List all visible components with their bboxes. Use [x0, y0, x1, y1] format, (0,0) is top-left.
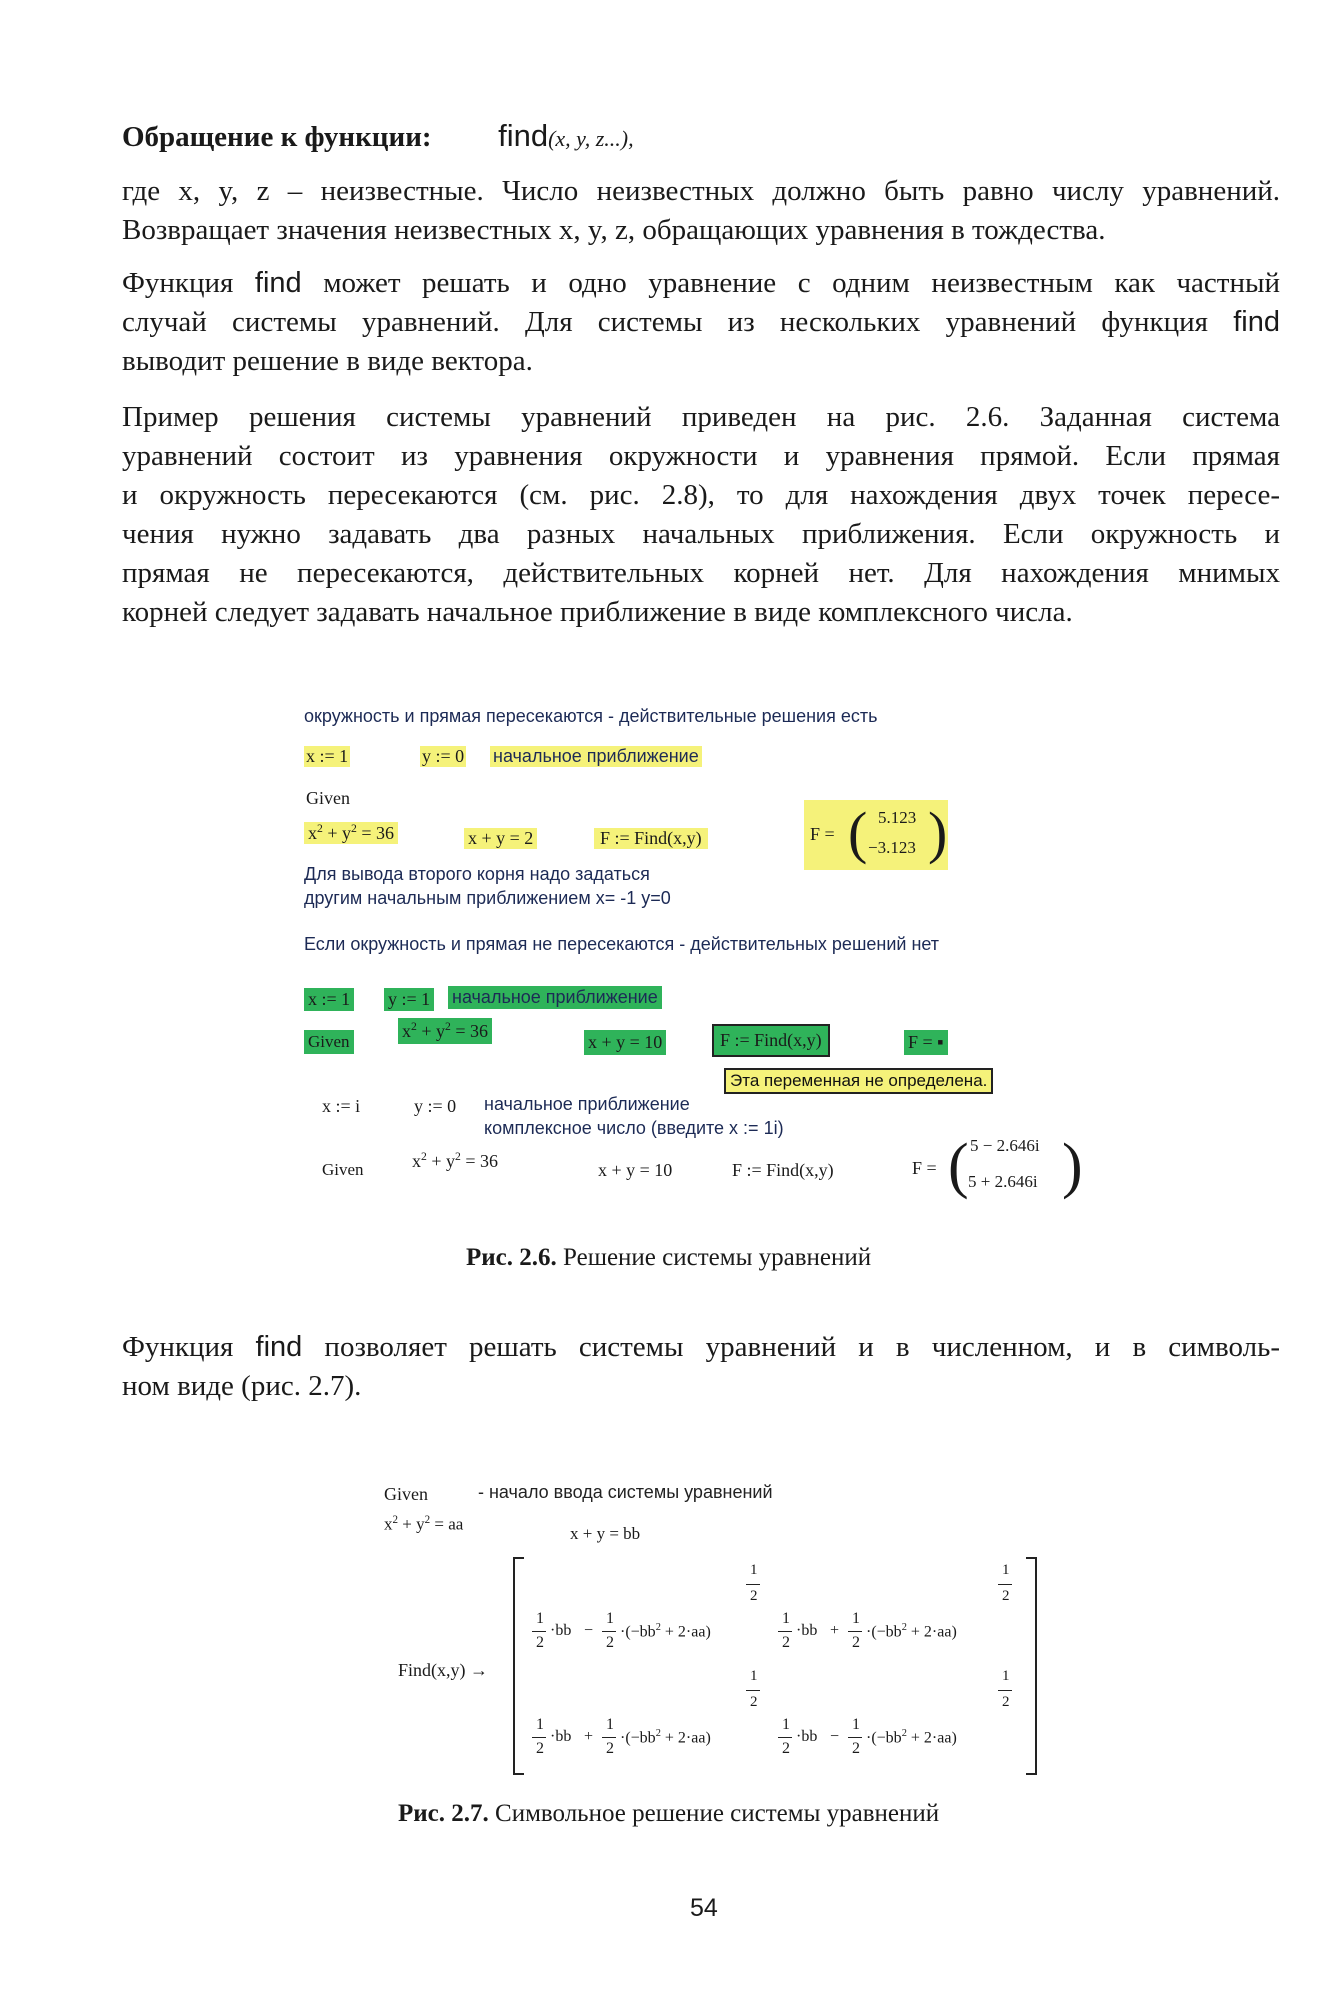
second-root-note-1: Для вывода второго корня надо задаться [304, 864, 650, 884]
sym-1: 1 [536, 1610, 544, 1627]
p2-line-3: выводит решение в виде вектора. [122, 345, 533, 377]
sym-1: 1 [750, 1562, 758, 1578]
figure-2-7-caption [398, 1800, 939, 1828]
eq-text: + y [416, 1021, 445, 1041]
f-value-2: −3.123 [868, 838, 916, 857]
find-keyword: find [255, 1331, 303, 1363]
y-initial-3: y := 0 [414, 1096, 457, 1116]
given-note: - начало ввода системы уравнений [478, 1482, 773, 1502]
exponent: 2 [351, 822, 357, 835]
x-initial: x := 1 [306, 746, 349, 766]
eq-text: ·(−bb [620, 1623, 656, 1641]
result-complex-block [912, 1128, 1083, 1204]
find-assignment: F := Find(x,y) [594, 828, 708, 849]
eq-text: + 2·aa) [906, 1623, 957, 1641]
exponent: 2 [655, 1728, 661, 1739]
bracket-right: ) [928, 800, 948, 865]
sym-bb: ·bb [796, 1728, 818, 1745]
frac-bar [532, 1737, 546, 1738]
paragraph-3 [122, 398, 1280, 632]
left-bracket [514, 1558, 524, 1774]
p3-line-5: прямая не пересекаются, действительных корней нет. Для нахождения мнимых [122, 557, 1280, 589]
sym-1: 1 [782, 1610, 790, 1627]
complex-note: комплексное число (введите x := 1i) [484, 1118, 784, 1138]
sym-2: 2 [536, 1740, 544, 1757]
call-args: (x, y, z...), [548, 126, 634, 151]
eq-text: ·(−bb [866, 1623, 902, 1641]
sym-inner [620, 1728, 711, 1747]
f-value-1: 5.123 [878, 808, 917, 827]
sym-plus: + [830, 1622, 840, 1639]
exponent: 2 [901, 1728, 907, 1739]
sym-1: 1 [852, 1716, 860, 1733]
frac-bar [532, 1631, 546, 1632]
p2-text: Функция [122, 267, 255, 299]
call-fn: find [498, 118, 549, 153]
caption-text: Решение системы уравнений [556, 1244, 872, 1271]
eq-text: + y [426, 1151, 455, 1171]
paragraph-2 [122, 264, 1280, 381]
p1-line-1: где x, y, z – неизвестные. Число неизвестных должно быть равно числу уравнений. [122, 175, 1280, 207]
sym-plus: + [584, 1728, 594, 1745]
find-assignment-3: F := Find(x,y) [732, 1160, 834, 1180]
x-initial-2: x := 1 [304, 988, 354, 1011]
initial-approx-label: начальное приближение [490, 746, 702, 767]
sym-1: 1 [852, 1610, 860, 1627]
circle-equation [304, 822, 398, 844]
f-undefined: F = ▪ [904, 1030, 948, 1055]
p4-line-1 [122, 1328, 1280, 1367]
equation-1 [384, 1514, 463, 1535]
comment-no-real-solutions: Если окружность и прямая не пересекаются - действительных решений нет [304, 934, 940, 954]
p2-text: может решать и одно уравнение с одним неизвестным как частный [301, 267, 1280, 299]
bracket-left: ( [948, 1132, 969, 1200]
eq-text: ·(−bb [620, 1729, 656, 1747]
sym-1: 1 [606, 1716, 614, 1733]
find-symbolic-label: Find(x,y) → [398, 1660, 488, 1680]
f-label-3: F = [912, 1158, 937, 1178]
given-keyword-f27: Given [384, 1484, 428, 1504]
y-initial: y := 0 [422, 746, 465, 766]
frac-bar [998, 1584, 1012, 1585]
frac-bar [778, 1631, 792, 1632]
exponent: 2 [655, 1622, 661, 1633]
sym-2: 2 [536, 1634, 544, 1651]
sym-2: 2 [1002, 1588, 1010, 1604]
right-bracket [1026, 1558, 1036, 1774]
second-root-note-2: другим начальным приближением x= -1 y=0 [304, 888, 671, 908]
eq-text: = 36 [460, 1151, 498, 1171]
sym-bb: ·bb [550, 1622, 572, 1639]
comment-real-solutions: окружность и прямая пересекаются - действительные решения есть [304, 706, 878, 726]
sym-inner [620, 1622, 711, 1641]
p2-line-1 [122, 264, 1280, 303]
result-f-block [804, 800, 948, 870]
sym-1: 1 [536, 1716, 544, 1733]
sym-1: 1 [750, 1668, 758, 1684]
eq-text: ·(−bb [866, 1729, 902, 1747]
f-label: F = [810, 824, 835, 844]
sym-bb: ·bb [796, 1622, 818, 1639]
frac-bar [778, 1737, 792, 1738]
frac-bar [998, 1690, 1012, 1691]
sym-minus: − [584, 1622, 594, 1639]
sym-1: 1 [1002, 1562, 1010, 1578]
sym-2: 2 [782, 1740, 790, 1757]
p3-line-6: корней следует задавать начальное приближение в виде комплексного числа. [122, 596, 1073, 628]
eq-text: x [308, 823, 317, 843]
caption-text: Символьное решение системы уравнений [488, 1800, 940, 1827]
sym-2: 2 [606, 1634, 614, 1651]
f-complex-2: 5 + 2.646i [968, 1172, 1038, 1191]
exponent: 2 [901, 1622, 907, 1633]
equation-2: x + y = bb [570, 1524, 641, 1543]
eq-text: = 36 [450, 1021, 488, 1041]
given-keyword-2: Given [304, 1030, 354, 1054]
eq-text: + y [398, 1514, 425, 1534]
x-initial-3: x := i [322, 1096, 361, 1116]
exponent: 2 [421, 1150, 427, 1163]
exponent: 2 [392, 1514, 399, 1526]
eq-text: + 2·aa) [906, 1729, 957, 1747]
page-number: 54 [690, 1894, 718, 1922]
sym-2: 2 [606, 1740, 614, 1757]
p3-line-4: чения нужно задавать два разных начальных приближения. Если окружность и [122, 518, 1280, 550]
sym-inner [866, 1622, 957, 1641]
p2-text: случай системы уравнений. Для системы из нескольких уравнений функция [122, 306, 1234, 338]
circle-equation-3 [412, 1150, 498, 1172]
line-equation-3: x + y = 10 [598, 1160, 673, 1180]
figure-2-6-caption [466, 1244, 871, 1272]
paragraph-4 [122, 1328, 1280, 1406]
line-equation: x + y = 2 [464, 828, 537, 849]
p1-line-2: Возвращает значения неизвестных x, y, z, обращающих уравнения в тождества. [122, 214, 1106, 246]
find-keyword: find [254, 267, 302, 299]
sym-1: 1 [1002, 1668, 1010, 1684]
frac-bar [848, 1631, 862, 1632]
p3-line-1: Пример решения системы уравнений приведен на рис. 2.6. Заданная система [122, 401, 1280, 433]
caption-number: Рис. 2.6. [466, 1244, 557, 1271]
frac-bar [746, 1584, 760, 1585]
frac-bar [848, 1737, 862, 1738]
given-keyword-3: Given [322, 1160, 364, 1179]
exponent: 2 [455, 1150, 461, 1163]
p4-line-2: ном виде (рис. 2.7). [122, 1370, 362, 1402]
given-keyword: Given [306, 788, 350, 808]
exponent: 2 [424, 1514, 431, 1526]
find-assignment-error[interactable]: F := Find(x,y) [712, 1024, 830, 1057]
error-tooltip: Эта переменная не определена. [724, 1068, 993, 1094]
sym-bb: ·bb [550, 1728, 572, 1745]
y-initial-2: y := 1 [384, 988, 434, 1011]
caption-number: Рис. 2.7. [398, 1800, 489, 1827]
f-complex-1: 5 − 2.646i [970, 1136, 1040, 1155]
function-call-line [122, 118, 634, 154]
p3-line-2: уравнений состоит из уравнения окружности и уравнения прямой. Если прямая [122, 440, 1280, 472]
exponent: 2 [317, 822, 323, 835]
frac-bar [602, 1631, 616, 1632]
eq-text: x [402, 1021, 411, 1041]
sym-2: 2 [750, 1588, 758, 1604]
sym-minus: − [830, 1728, 840, 1745]
circle-equation-2 [398, 1018, 492, 1044]
initial-approx-label-3: начальное приближение [484, 1094, 690, 1114]
eq-text: x [412, 1151, 421, 1171]
sym-1: 1 [782, 1716, 790, 1733]
sym-1: 1 [606, 1610, 614, 1627]
eq-text: + y [322, 823, 351, 843]
bracket-right: ) [1062, 1132, 1083, 1200]
find-keyword: find [1233, 306, 1280, 338]
exponent: 2 [411, 1020, 417, 1033]
p4-text: позволяет решать системы уравнений и в численном, и в символь- [302, 1331, 1280, 1363]
sym-2: 2 [782, 1634, 790, 1651]
p4-text: Функция [122, 1331, 256, 1363]
sym-2: 2 [1002, 1694, 1010, 1710]
call-label: Обращение к функции: [122, 121, 432, 153]
eq-text: = aa [430, 1514, 464, 1534]
eq-text: = 36 [356, 823, 394, 843]
line-equation-2: x + y = 10 [584, 1030, 666, 1055]
paragraph-1 [122, 172, 1280, 250]
p2-line-2 [122, 303, 1280, 342]
eq-text: x [384, 1514, 393, 1534]
bracket-left: ( [848, 800, 868, 865]
sym-2: 2 [852, 1740, 860, 1757]
sym-2: 2 [852, 1634, 860, 1651]
frac-bar [602, 1737, 616, 1738]
initial-approx-label-2: начальное приближение [448, 986, 662, 1009]
frac-bar [746, 1690, 760, 1691]
eq-text: + 2·aa) [660, 1729, 711, 1747]
sym-inner [866, 1728, 957, 1747]
sym-2: 2 [750, 1694, 758, 1710]
eq-text: + 2·aa) [660, 1623, 711, 1641]
p3-line-3: и окружность пересекаются (см. рис. 2.8), то для нахождения двух точек пересе- [122, 479, 1280, 511]
exponent: 2 [445, 1020, 451, 1033]
